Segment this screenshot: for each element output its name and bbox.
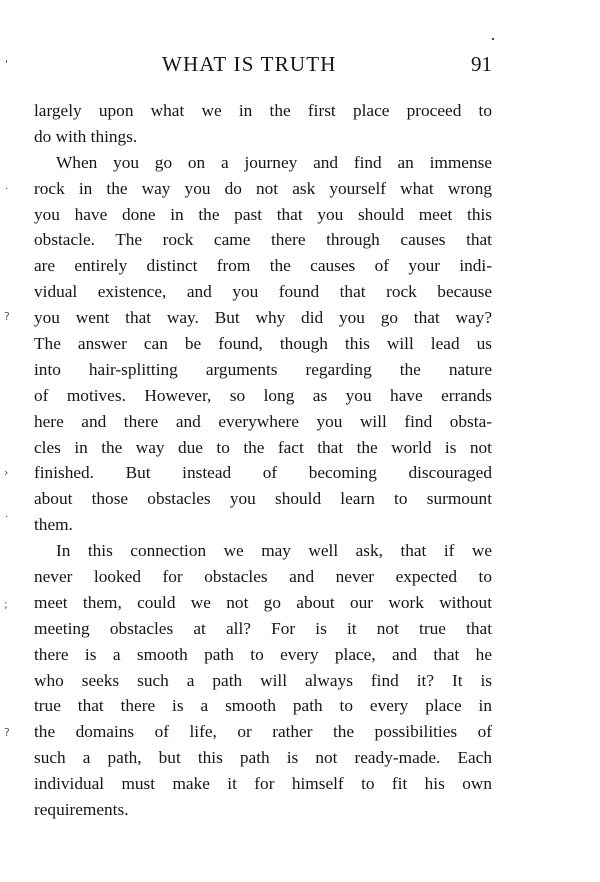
text-line: meeting obstacles at all? For is it not true that (34, 618, 492, 638)
text-line: about those obstacles you should learn to surmount (34, 489, 492, 509)
text-line: vidual existence, and you found that rock because (34, 282, 492, 302)
running-title: WHAT IS TRUTH (162, 52, 337, 76)
text-line: largely upon what we in the first place proceed to (34, 101, 492, 120)
print-speck (492, 38, 494, 40)
text-line: you went that way. But why did you go that way? (34, 308, 492, 328)
margin-mark: ; (4, 598, 8, 611)
text-line: cles in the way due to the fact that the world is not (34, 437, 492, 457)
text-line: obstacle. The rock came there through causes that (34, 230, 492, 250)
text-line: into hair-splitting arguments regarding the nature (34, 359, 492, 379)
text-line: individual must make it for himself to fit his own (34, 774, 492, 794)
margin-mark: ? (4, 726, 10, 739)
text-line: meet them, could we not go about our work without (34, 592, 492, 612)
body-text (34, 98, 492, 823)
text-line: of motives. However, so long as you have errands (34, 385, 492, 405)
text-line: the domains of life, or rather the possibilities of (34, 722, 492, 742)
text-line: here and there and everywhere you will find obsta- (34, 411, 492, 431)
text-line: true that there is a smooth path to every place in (34, 696, 492, 716)
text-line: requirements. (34, 800, 129, 820)
text-line: never looked for obstacles and never expected to (34, 567, 492, 587)
margin-mark: ' (5, 58, 9, 71)
text-line: finished. But instead of becoming discouraged (34, 463, 492, 483)
text-line: who seeks such a path will always find it? It is (34, 670, 492, 690)
text-line: do with things. (34, 126, 138, 146)
text-line: there is a smooth path to every place, and that he (34, 644, 492, 664)
margin-mark: ? (4, 310, 10, 323)
text-line: them. (34, 515, 73, 535)
text-line: rock in the way you do not ask yourself what wrong (34, 178, 492, 198)
margin-mark: · (5, 510, 9, 523)
text-line: are entirely distinct from the causes of your indi- (34, 256, 492, 276)
text-line: such a path, but this path is not ready-made. Each (34, 748, 492, 768)
text-line: The answer can be found, though this will lead us (34, 334, 492, 354)
margin-mark: › (4, 466, 9, 479)
running-header (34, 52, 492, 80)
text-line: When you go on a journey and find an immense (56, 152, 492, 172)
margin-mark: · (5, 182, 9, 195)
text-line: In this connection we may well ask, that if we (56, 541, 492, 561)
left-margin-marks (0, 0, 20, 882)
text-line: you have done in the past that you should meet this (34, 204, 492, 224)
page-number: 91 (471, 52, 492, 76)
